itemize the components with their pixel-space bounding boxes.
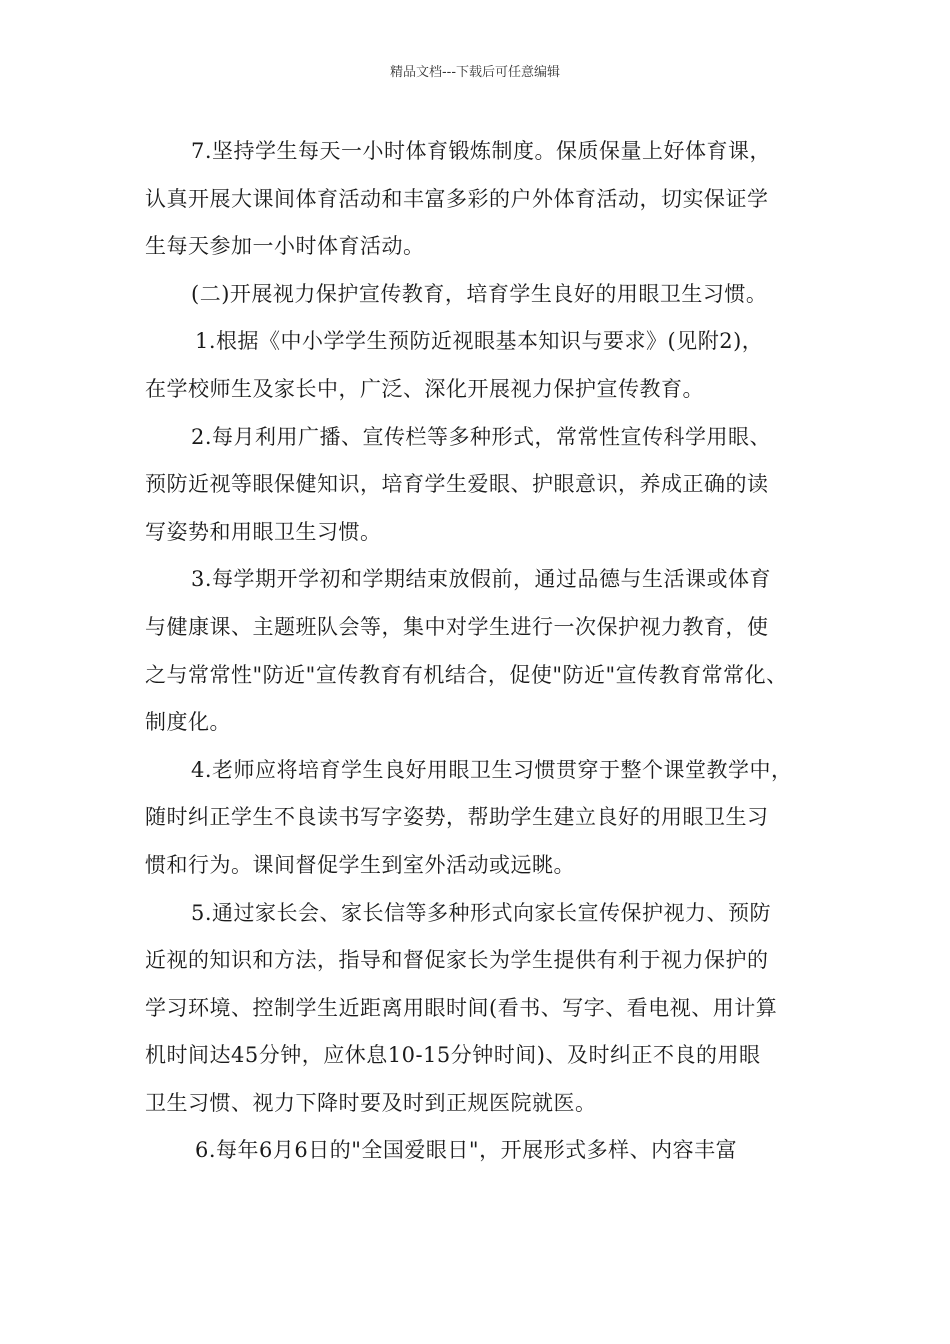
section-heading xyxy=(145,271,825,319)
text-line: 之与常常性"防近"宣传教育有机结合，促使"防近"宣传教育常常化、 xyxy=(145,662,788,687)
text-line: 惯和行为。课间督促学生到室外活动或远眺。 xyxy=(145,852,575,877)
text-line: (二)开展视力保护宣传教育，培育学生良好的用眼卫生习惯。 xyxy=(191,281,768,306)
text-line: 3.每学期开学初和学期结束放假前，通过品德与生活课或体育 xyxy=(191,567,772,592)
text-line: 4.老师应将培育学生良好用眼卫生习惯贯穿于整个课堂教学中， xyxy=(191,757,793,782)
text-line: 预防近视等眼保健知识，培育学生爱眼、护眼意识，养成正确的读 xyxy=(145,472,769,497)
text-line: 卫生习惯、视力下降时要及时到正规医院就医。 xyxy=(145,1090,597,1115)
text-line: 学习环境、控制学生近距离用眼时间(看书、写字、看电视、用计算 xyxy=(145,995,778,1020)
text-line: 认真开展大课间体育活动和丰富多彩的户外体育活动，切实保证学 xyxy=(145,186,769,211)
text-line: 5.通过家长会、家长信等多种形式向家长宣传保护视力、预防 xyxy=(191,900,772,925)
text-line: 在学校师生及家长中，广泛、深化开展视力保护宣传教育。 xyxy=(145,376,704,401)
text-line: 1.根据《中小学学生预防近视眼基本知识与要求》(见附2)， xyxy=(195,329,764,354)
text-line: 6.每年6月6日的"全国爱眼日"，开展形式多样、内容丰富 xyxy=(195,1138,738,1163)
text-line: 近视的知识和方法，指导和督促家长为学生提供有利于视力保护的 xyxy=(145,948,769,973)
text-line: 生每天参加一小时体育活动。 xyxy=(145,234,425,259)
text-line: 机时间达45分钟，应休息10-15分钟时间)、及时纠正不良的用眼 xyxy=(145,1043,761,1068)
text-line: 随时纠正学生不良读书写字姿势，帮助学生建立良好的用眼卫生习 xyxy=(145,805,769,830)
paragraph-item-1 xyxy=(145,318,825,413)
paragraph-item-7 xyxy=(145,128,825,271)
text-line: 制度化。 xyxy=(145,710,231,735)
paragraph-item-5 xyxy=(145,890,825,1128)
text-line: 7.坚持学生每天一小时体育锻炼制度。保质保量上好体育课， xyxy=(191,139,772,163)
text-line: 与健康课、主题班队会等，集中对学生进行一次保护视力教育，使 xyxy=(145,614,769,639)
text-line: 写姿势和用眼卫生习惯。 xyxy=(145,519,382,544)
page-header: 精品文档---下载后可任意编辑 xyxy=(389,65,561,80)
text-line: 2.每月利用广播、宣传栏等多种形式，常常性宣传科学用眼、 xyxy=(191,424,772,449)
document-body xyxy=(145,128,825,1175)
paragraph-item-6 xyxy=(145,1127,825,1175)
paragraph-item-4 xyxy=(145,747,825,890)
paragraph-item-3 xyxy=(145,556,825,746)
paragraph-item-2 xyxy=(145,414,825,557)
